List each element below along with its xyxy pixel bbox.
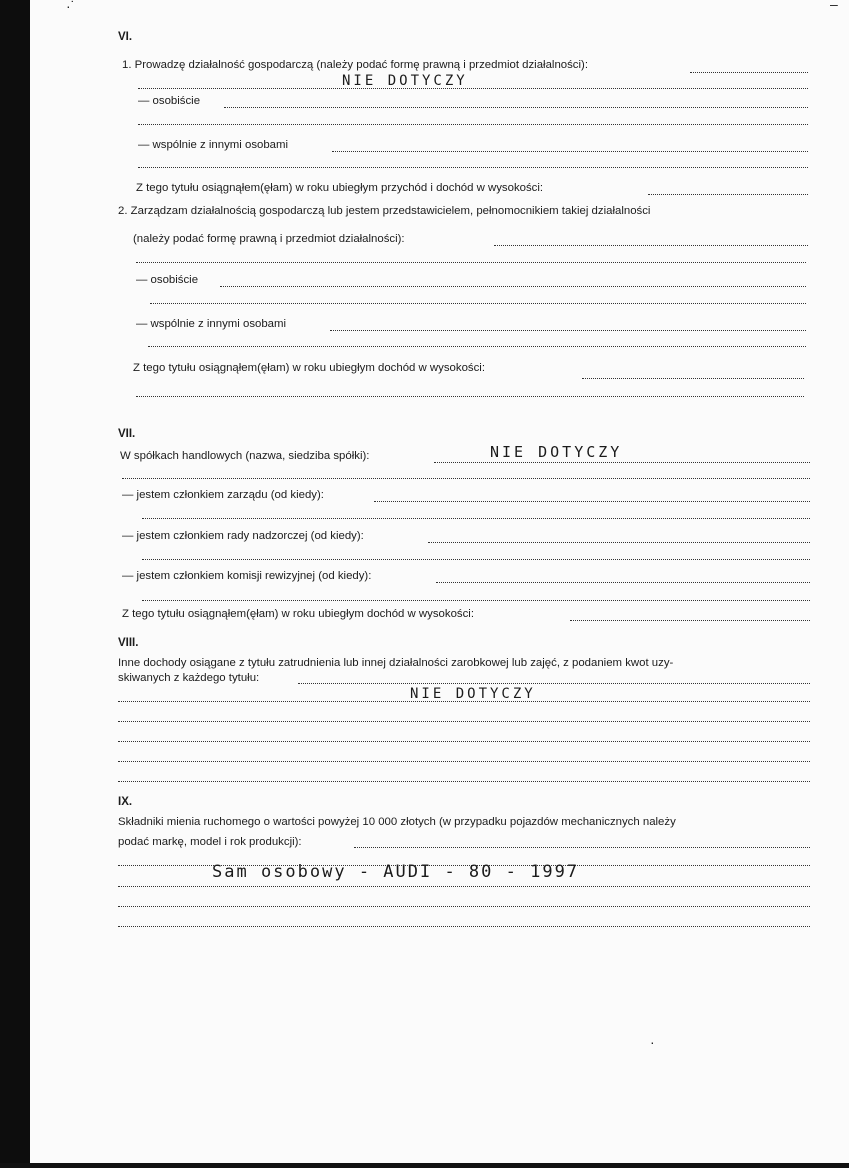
answer-line: [428, 542, 810, 543]
answer-line: [582, 378, 804, 379]
answer-line: [298, 683, 810, 684]
answer-line: [330, 330, 806, 331]
answer-line: [690, 72, 808, 73]
answer-line: [150, 303, 806, 304]
answer-line: [118, 721, 810, 722]
answer-line: [118, 761, 810, 762]
scan-speck: ·˙: [66, 0, 76, 14]
vii-rada-label: — jestem członkiem rady nadzorczej (od kiedy):: [122, 530, 364, 542]
vii-handwritten-answer: NIE DOTYCZY: [490, 443, 623, 461]
viii-line-2: skiwanych z każdego tytułu:: [118, 672, 260, 684]
answer-line: [142, 559, 810, 560]
vi-question-2-line-1: 2. Zarządzam działalnością gospodarczą lub jestem przedstawicielem, pełnomocnikiem takiej działalności: [118, 205, 651, 217]
scan-speck: ·: [650, 1034, 655, 1050]
vi-income-1: Z tego tytułu osiągnąłem(ęłam) w roku ubiegłym przychód i dochód w wysokości:: [136, 182, 544, 194]
answer-line: [118, 701, 810, 702]
answer-line: [648, 194, 808, 195]
vii-komisja-label: — jestem członkiem komisji rewizyjnej (od kiedy):: [122, 570, 372, 582]
answer-line: [142, 518, 810, 519]
scan-border-left: [0, 0, 30, 1168]
viii-line-1: Inne dochody osiągane z tytułu zatrudnienia lub innej działalności zarobkowej lub zajęć, z podaniem kwot uzy-: [118, 657, 674, 669]
answer-line: [570, 620, 810, 621]
answer-line: [136, 396, 804, 397]
answer-line: [122, 478, 810, 479]
answer-line: [374, 501, 810, 502]
ix-line-2: podać markę, model i rok produkcji):: [118, 836, 302, 848]
vi-osobiscie-label: — osobiście: [138, 95, 201, 107]
vi-question-2-line-2: (należy podać formę prawną i przedmiot działalności):: [133, 233, 405, 245]
answer-line: [436, 582, 810, 583]
answer-line: [118, 926, 810, 927]
answer-line: [142, 600, 810, 601]
answer-line: [118, 741, 810, 742]
ix-line-1: Składniki mienia ruchomego o wartości powyżej 10 000 złotych (w przypadku pojazdów mechanicznych należy: [118, 816, 676, 828]
vi-wspolnie-2-label: — wspólnie z innymi osobami: [136, 318, 287, 330]
vi-question-1: 1. Prowadzę działalność gospodarczą (należy podać formę prawną i przedmiot działalności):: [122, 59, 588, 71]
answer-line: [118, 781, 810, 782]
answer-line: [494, 245, 808, 246]
vi-income-2: Z tego tytułu osiągnąłem(ęłam) w roku ubiegłym dochód w wysokości:: [133, 362, 485, 374]
vi-osobiscie-2-label: — osobiście: [136, 274, 199, 286]
answer-line: [220, 286, 806, 287]
answer-line: [118, 886, 810, 887]
vii-question: W spółkach handlowych (nazwa, siedziba spółki):: [120, 450, 370, 462]
vii-zarzad-label: — jestem członkiem zarządu (od kiedy):: [122, 489, 324, 501]
answer-line: [354, 847, 810, 848]
scan-border-bottom: [0, 1163, 849, 1168]
answer-line: [332, 151, 808, 152]
section-vi-heading: VI.: [118, 31, 133, 43]
answer-line: [118, 906, 810, 907]
answer-line: [148, 346, 806, 347]
answer-line: [138, 88, 808, 89]
viii-handwritten-answer: NIE DOTYCZY: [410, 686, 536, 702]
vi-q1-handwritten-answer: NIE DOTYCZY: [342, 73, 468, 89]
ix-handwritten-answer: Sam osobowy - AUDI - 80 - 1997: [212, 862, 580, 882]
vii-income: Z tego tytułu osiągnąłem(ęłam) w roku ubiegłym dochód w wysokości:: [122, 608, 474, 620]
answer-line: [138, 167, 808, 168]
vi-wspolnie-label: — wspólnie z innymi osobami: [138, 139, 289, 151]
scan-speck: –: [830, 0, 838, 12]
answer-line: [138, 124, 808, 125]
section-viii-heading: VIII.: [118, 637, 139, 649]
answer-line: [136, 262, 806, 263]
section-vii-heading: VII.: [118, 428, 136, 440]
answer-line: [224, 107, 808, 108]
section-ix-heading: IX.: [118, 796, 133, 808]
answer-line: [434, 462, 810, 463]
